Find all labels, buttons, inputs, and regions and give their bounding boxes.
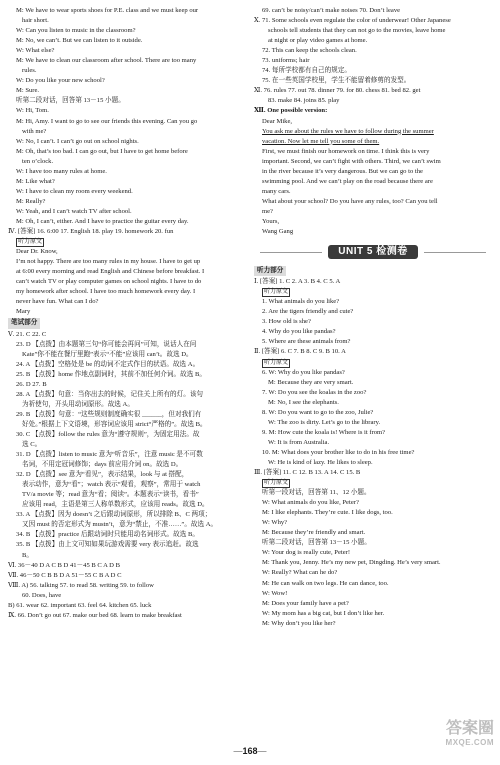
line-text: 34. B 【点拨】practice 后跟动词时只能用动名词形式。故选 B。 <box>16 531 199 539</box>
text-line <box>254 265 492 277</box>
line-text: ten o’clock. <box>22 157 54 165</box>
text-line <box>254 307 492 317</box>
line-text: M: Sure. <box>16 87 40 95</box>
text-line <box>254 187 492 197</box>
line-text: 29. B 【点拨】句意：“这些规则制度确实很 ______，但对我们有 <box>16 410 202 418</box>
text-line <box>8 36 244 46</box>
text-line <box>254 56 492 66</box>
text-line <box>254 6 492 16</box>
text-line <box>254 358 492 368</box>
text-line <box>8 46 244 56</box>
line-text: Kate”你不能在餐厅里跑”表示“不能”应该用 can’t。故选 D。 <box>22 350 193 358</box>
text-line <box>8 430 244 440</box>
text-line <box>8 16 244 26</box>
line-text: M: We have to clean our classroom after school. There are too many <box>16 57 197 65</box>
line-text: M: No, we can’t. But we can listen to it outside. <box>16 37 143 45</box>
text-line <box>254 36 492 46</box>
line-text: rules. <box>22 67 37 75</box>
text-line <box>8 400 244 410</box>
line-text: 听第一段对话，回答第 11、12 小题。 <box>262 489 371 497</box>
text-line <box>254 327 492 337</box>
line-text: 69. can’t be noisy/can’t make noises 70. Don’t leave <box>262 7 401 14</box>
text-line <box>254 287 492 297</box>
text-line <box>8 561 244 571</box>
text-line <box>8 267 244 277</box>
line-text: W: Hi, Tom. <box>16 107 49 115</box>
line-text: Ⅻ. One possible version: <box>254 107 328 115</box>
line-text: Yours, <box>262 217 280 225</box>
line-text: 4. Why do you like pandas? <box>262 328 336 336</box>
line-text: W: My mom has a big cat, but I don’t like her. <box>262 609 385 617</box>
line-text: Ⅷ. A) 56. talking 57. to read 58. writing 59. to follow <box>8 581 154 589</box>
line-text: never have fun. What can I do? <box>16 298 99 306</box>
line-text: M: I like elephants. They’re cute. I like dogs, too. <box>262 509 393 517</box>
unit-banner <box>254 243 492 261</box>
line-text: Ⅹ. 71. Some schools even regulate the color of underwear! Other Japanese <box>254 17 451 25</box>
text-line <box>254 378 492 388</box>
text-line <box>254 438 492 448</box>
text-line <box>254 217 492 227</box>
text-line <box>254 16 492 26</box>
text-line <box>8 581 244 591</box>
line-text: M: Like what? <box>16 177 55 185</box>
text-line <box>254 538 492 548</box>
line-text: TV/a movie 等；read 意为“看；阅读”。本题表示“读书，看书” <box>22 491 199 499</box>
line-text: Ⅵ. 36－40 D A C B D 41－45 B C A D B <box>8 561 120 569</box>
text-line <box>254 157 492 167</box>
line-text: B) 61. wear 62. important 63. feel 64. kitchen 65. luck <box>8 601 152 609</box>
line-text: M: Why don’t you like her? <box>262 619 336 627</box>
text-line <box>8 227 244 237</box>
text-line <box>254 227 492 237</box>
line-text: M: Does your family have a pet? <box>262 599 349 607</box>
line-text: First, we must finish our homework on time. I think this is very <box>262 147 430 155</box>
line-text: 好处。”根据上下文语境，形容词应该用 strict“严格的”。故选 B。 <box>22 420 207 428</box>
unit-title: UNIT 5 检测卷 <box>328 245 417 259</box>
line-text: Wang Gang <box>262 228 294 236</box>
text-line <box>254 488 492 498</box>
text-line <box>254 579 492 589</box>
line-text: with me? <box>22 127 47 135</box>
line-text: 听第二段对话，回答第 13－15 小题。 <box>262 539 371 547</box>
text-line <box>8 460 244 470</box>
text-line <box>254 347 492 357</box>
text-line <box>254 106 492 116</box>
line-text: 31. D 【点拨】listen to music 意为“听音乐”，注意 music 是不可数 <box>16 451 203 459</box>
left-column <box>8 6 244 621</box>
text-line <box>8 440 244 450</box>
text-line <box>254 408 492 418</box>
text-line <box>254 589 492 599</box>
line-text: 8. W: Do you want to go to the zoo, Julie? <box>262 408 374 416</box>
line-text: me? <box>262 207 273 215</box>
line-text: M: We have to wear sports shoes for P.E. class and we must keep our <box>16 7 199 14</box>
line-text: Ⅰ. [答案] 1. C 2. A 3. B 4. C 5. A <box>254 278 341 286</box>
text-line <box>8 571 244 581</box>
text-line <box>8 510 244 520</box>
text-line <box>254 568 492 578</box>
text-line <box>8 340 244 350</box>
section-tag: 听力原文 <box>264 359 289 366</box>
line-text: W: He is kind of lazy. He likes to sleep. <box>268 458 373 466</box>
watermark-logo <box>446 722 494 750</box>
text-line <box>8 450 244 460</box>
text-line <box>254 398 492 408</box>
line-text: 名词，不用定冠词修饰；days 前应用介词 on。故选 D。 <box>22 461 183 469</box>
banner-rule-left <box>260 252 322 253</box>
line-text: M: Really? <box>16 197 46 205</box>
line-text: 6. W: Why do you like pandas? <box>262 368 345 376</box>
line-text: Ⅲ. [答案] 11. C 12. B 13. A 14. C 15. B <box>254 469 361 477</box>
text-line <box>254 609 492 619</box>
banner-rule-right <box>424 252 486 253</box>
text-line <box>254 478 492 488</box>
text-line <box>8 500 244 510</box>
text-line <box>8 96 244 106</box>
line-text: M: Hi, Amy. I want to go to see our friends this evening. Can you go <box>16 117 198 125</box>
line-text: W: It is from Australia. <box>268 438 330 446</box>
line-text: hair short. <box>22 17 49 25</box>
line-text: vacation. Now let me tell you some of them. <box>262 137 380 145</box>
text-line <box>254 518 492 528</box>
text-line <box>8 530 244 540</box>
text-line <box>254 147 492 157</box>
line-text: I’m not happy. There are too many rules in my house. I have to get up <box>16 258 201 266</box>
text-line <box>8 257 244 267</box>
line-text: Dear Mike, <box>262 117 293 125</box>
line-text: 选 C。 <box>22 441 42 449</box>
text-line <box>254 337 492 347</box>
line-text: Ⅺ. 76. rules 77. out 78. dinner 79. for 80. chess 81. bed 82. get <box>254 87 421 95</box>
text-line <box>8 76 244 86</box>
line-text: W: Can you listen to music in the classroom? <box>16 27 136 35</box>
text-line <box>8 601 244 611</box>
line-text: 73. uniforms; hair <box>262 57 310 65</box>
text-line <box>254 418 492 428</box>
text-line <box>254 127 492 137</box>
section-header: 听力部分 <box>254 266 286 276</box>
line-text: 26. D 27. B <box>16 380 47 388</box>
text-line <box>8 490 244 500</box>
text-line <box>8 390 244 400</box>
line-text: Ⅳ. [答案] 16. 6:00 17. English 18. play 19. homework 20. fun <box>8 228 174 236</box>
line-text: Ⅴ. 21. C 22. C <box>8 330 47 338</box>
text-line <box>254 468 492 478</box>
text-line <box>8 611 244 621</box>
right-column-bottom <box>254 265 492 629</box>
text-line <box>8 297 244 307</box>
line-text: 60. Does, have <box>22 591 62 599</box>
text-line <box>254 548 492 558</box>
line-text: 9. M: How cute the koala is! Where is it from? <box>262 428 386 436</box>
line-text: W: Wow! <box>262 589 288 597</box>
line-text: 7. W: Do you see the koalas in the zoo? <box>262 388 367 396</box>
line-text: What about your school? Do you have any rules, too? Can you tell <box>262 197 438 205</box>
text-line <box>254 167 492 177</box>
line-text: W: No, I can’t. I can’t go out on school nights. <box>16 137 139 145</box>
text-line <box>254 458 492 468</box>
line-text: M: Oh, that’s too bad. I can go out, but I have to get home before <box>16 147 188 155</box>
section-tag: 听力原文 <box>264 480 289 487</box>
line-text: 24. A 【点拨】空格处是 be 的动词不定式作目的状语。故选 A。 <box>16 360 200 368</box>
text-line <box>8 117 244 127</box>
line-text: 83. make 84. joins 85. play <box>268 97 340 105</box>
text-line <box>8 6 244 16</box>
line-text: 23. D 【点拨】由本题第三句“你可能会再问”可知，说话人在问 <box>16 340 197 348</box>
line-text: 32. D 【点拨】see 意为“看见”，表示结果，look 与 at 搭配， <box>16 471 189 479</box>
text-line <box>8 360 244 370</box>
text-line <box>8 380 244 390</box>
line-text: M: Because they are very smart. <box>268 378 354 386</box>
text-line <box>254 26 492 36</box>
text-line <box>8 350 244 360</box>
section-tag: 听力原文 <box>264 289 289 296</box>
text-line <box>8 551 244 561</box>
line-text: W: Your dog is really cute, Peter! <box>262 549 351 557</box>
line-text: swimming pool. And we can’t play on the road because there are <box>262 177 433 185</box>
text-line <box>8 520 244 530</box>
text-line <box>8 106 244 116</box>
line-text: W: Yeah, and I can’t watch TV after school. <box>16 207 132 215</box>
line-text: at 6:00 every morning and read English and Chinese before breakfast. I <box>16 268 205 276</box>
watermark-sub: MXQE.COM <box>445 738 494 747</box>
text-line <box>8 177 244 187</box>
line-text: 3. How old is she? <box>262 318 311 326</box>
text-line <box>254 297 492 307</box>
text-line <box>254 96 492 106</box>
text-line <box>254 76 492 86</box>
line-text: 1. What animals do you like? <box>262 298 340 306</box>
line-text: W: Why? <box>262 519 288 527</box>
line-text: schools tell students that they can not go to the movies, leave home <box>268 27 446 35</box>
text-line <box>8 187 244 197</box>
line-text: in the river because it’s very dangerous. But we can go to the <box>262 167 423 175</box>
text-line <box>8 370 244 380</box>
right-column <box>254 6 492 629</box>
text-line <box>254 277 492 287</box>
line-text: 30. C 【点拨】follow the rules 意为“遵守规则”，为固定用法。故 <box>16 430 200 438</box>
line-text: M: Oh, I can’t, either. And I have to practice the guitar every day. <box>16 217 189 225</box>
line-text: 33. A 【点拨】因为 doesn’t 之后跟动词原形，所以排除 B、C 两项； <box>16 511 212 519</box>
section-tag: 听力原文 <box>18 239 43 246</box>
text-line <box>8 147 244 157</box>
text-line <box>254 46 492 56</box>
line-text: 听第二段对话，回答第 13－15 小题。 <box>16 97 125 105</box>
text-line <box>8 330 244 340</box>
text-line <box>8 480 244 490</box>
text-line <box>8 137 244 147</box>
line-text: many cars. <box>262 187 291 195</box>
line-text: M: Because they’re friendly and smart. <box>262 529 366 537</box>
text-line <box>254 66 492 76</box>
text-line <box>254 558 492 568</box>
text-line <box>254 207 492 217</box>
line-text: W: Do you like your new school? <box>16 77 105 85</box>
text-line <box>254 317 492 327</box>
line-text: 74. 每所学校都有自己的规定。 <box>262 67 352 75</box>
line-text: my homework after school. I have too much homework every day. I <box>16 288 196 296</box>
text-line <box>254 498 492 508</box>
page-number-value: 168 <box>242 746 258 756</box>
text-line <box>254 86 492 96</box>
page-number: —168— <box>233 746 267 756</box>
text-line <box>8 247 244 257</box>
line-text: 又因 must 的否定形式为 mustn’t，意为“禁止，不准……”。故选 A。 <box>22 521 218 529</box>
text-line <box>254 448 492 458</box>
line-text: 75. 在一些英国学校里，学生不能留着修剪的发型。 <box>262 77 411 85</box>
line-text: Mary <box>16 308 31 316</box>
text-line <box>8 317 244 329</box>
text-line <box>8 26 244 36</box>
text-line <box>254 619 492 629</box>
line-text: 表示动作，意为“看”；watch 表示“观看，观察”，常用于 watch <box>22 481 201 489</box>
line-text: M: He can walk on two legs. He can dance, too. <box>262 579 389 587</box>
line-text: at night or play video games at home. <box>268 37 368 45</box>
line-text: can’t watch TV or play computer games on school nights. I have to do <box>16 278 202 286</box>
text-line <box>8 307 244 317</box>
text-line <box>8 591 244 601</box>
line-text: 2. Are the tigers friendly and cute? <box>262 308 354 316</box>
line-text: Ⅶ. 46－50 C B B D A 51－55 C B A D C <box>8 571 122 579</box>
text-line <box>8 277 244 287</box>
text-line <box>254 428 492 438</box>
text-line <box>254 197 492 207</box>
text-line <box>8 540 244 550</box>
line-text: You ask me about the rules we have to follow during the summer <box>262 127 434 135</box>
line-text: 25. B 【点拨】home 作地点副词时，其前不加任何介词。故选 B。 <box>16 370 206 378</box>
line-text: W: The zoo is dirty. Let’s go to the library. <box>268 418 381 426</box>
right-column-top <box>254 6 492 237</box>
section-header: 笔试部分 <box>8 318 40 328</box>
text-line <box>8 237 244 247</box>
text-line <box>8 207 244 217</box>
text-line <box>8 127 244 137</box>
watermark-main: 答案圈 <box>445 720 494 737</box>
line-text: W: I have to clean my room every weekend. <box>16 187 133 195</box>
text-line <box>8 157 244 167</box>
line-text: M: No, I see the elephants. <box>268 398 339 406</box>
text-line <box>8 86 244 96</box>
text-line <box>8 197 244 207</box>
text-line <box>254 599 492 609</box>
line-text: Dear Dr. Know, <box>16 248 58 256</box>
text-line <box>254 368 492 378</box>
line-text: Ⅱ. [答案] 6. C 7. B 8. C 9. B 10. A <box>254 348 346 356</box>
text-line <box>254 137 492 147</box>
text-line <box>254 528 492 538</box>
text-line <box>8 410 244 420</box>
line-text: W: What else? <box>16 47 55 55</box>
text-line <box>254 388 492 398</box>
line-text: 72. This can keep the schools clean. <box>262 47 357 55</box>
line-text: 35. B 【点拨】由上文可知如果玩游戏需要 very 表示追赶。故选 <box>16 541 199 549</box>
text-line <box>254 177 492 187</box>
line-text: W: What animals do you like, Peter? <box>262 499 359 507</box>
line-text: W: Really? What can he do? <box>262 569 338 577</box>
line-text: 28. A 【点拨】句意：当你出去的时候，记住关上所有的灯。该句 <box>16 390 204 398</box>
line-text: W: I have too many rules at home. <box>16 167 107 175</box>
text-line <box>8 66 244 76</box>
text-line <box>8 167 244 177</box>
text-line <box>254 508 492 518</box>
line-text: 为祈使句，开头用动词原形。故选 A。 <box>22 400 134 408</box>
text-line <box>8 420 244 430</box>
line-text: 10. M: What does your brother like to do in his free time? <box>262 448 415 456</box>
line-text: 5. Where are these animals from? <box>262 338 351 346</box>
line-text: Ⅸ. 66. Don’t go out 67. make our bed 68. learn to make breakfast <box>8 611 182 619</box>
text-line <box>8 470 244 480</box>
line-text: 应该用 read，主语是第三人称单数形式，应该用 reads。故选 D。 <box>22 501 209 509</box>
text-line <box>254 117 492 127</box>
text-line <box>8 217 244 227</box>
line-text: B。 <box>22 551 33 559</box>
line-text: M: Thank you, Jenny. He’s my new pet, Dingding. He’s very smart. <box>262 559 441 567</box>
text-line <box>8 56 244 66</box>
line-text: important. Second, we can’t fight with others. Third, we can’t swim <box>262 157 441 165</box>
text-line <box>8 287 244 297</box>
